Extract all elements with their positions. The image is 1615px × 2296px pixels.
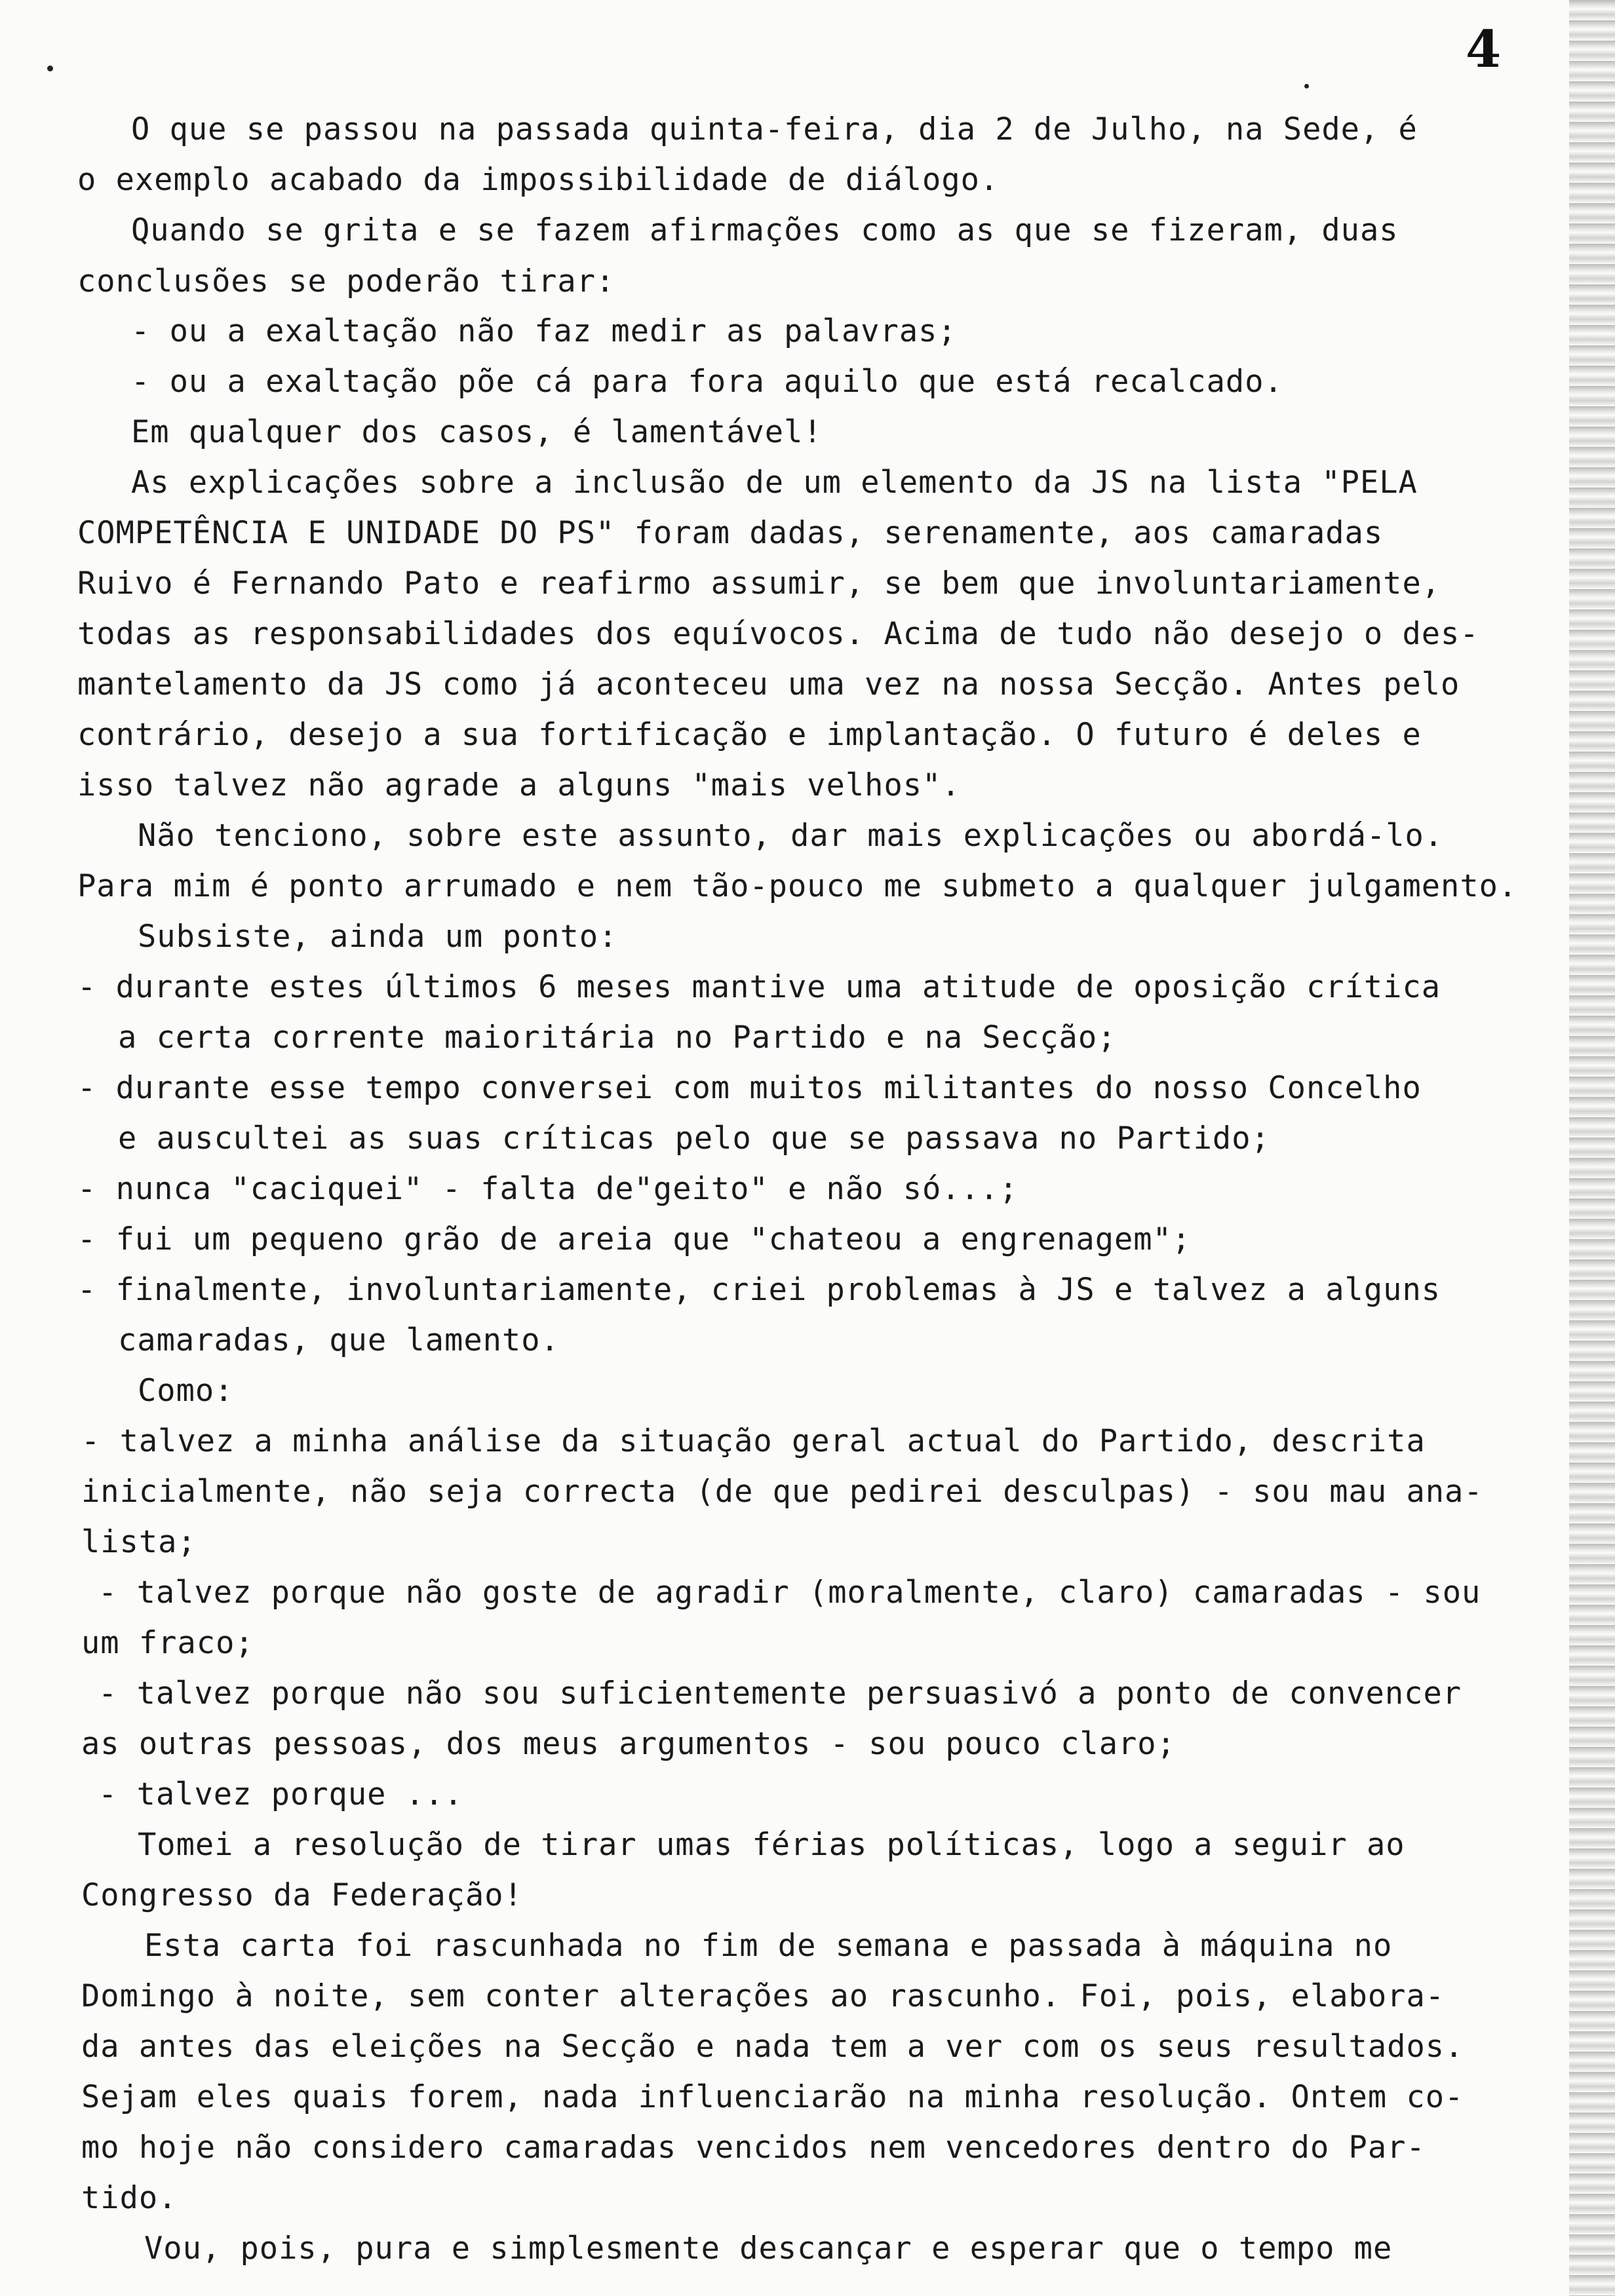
text-line: Domingo à noite, sem conter alterações ao rascunho. Foi, pois, elabora- [81, 1978, 1445, 2014]
text-line: inicialmente, não seja correcta (de que pedirei desculpas) - sou mau ana- [81, 1474, 1483, 1510]
text-line: - talvez porque não goste de agradir (moralmente, claro) camaradas - sou [98, 1575, 1481, 1611]
text-line: todas as responsabilidades dos equívocos. Acima de tudo não desejo o des- [77, 616, 1479, 652]
scan-speck [1304, 84, 1309, 88]
text-line: o exemplo acabado da impossibilidade de diálogo. [77, 162, 1000, 198]
text-line: Não tenciono, sobre este assunto, dar mais explicações ou abordá-lo. [138, 818, 1444, 854]
text-line: mantelamento da JS como já aconteceu uma vez na nossa Secção. Antes pelo [77, 666, 1460, 702]
text-line: - ou a exaltação põe cá para fora aquilo que está recalcado. [131, 364, 1283, 400]
text-line: - durante estes últimos 6 meses mantive uma atitude de oposição crítica [77, 969, 1441, 1005]
scan-speck [47, 66, 53, 71]
text-line: e auscultei as suas críticas pelo que se passava no Partido; [118, 1120, 1270, 1157]
text-line: - talvez a minha análise da situação geral actual do Partido, descrita [81, 1423, 1426, 1459]
text-line: Quando se grita e se fazem afirmações como as que se fizeram, duas [131, 212, 1399, 248]
text-line: - ou a exaltação não faz medir as palavras; [131, 313, 957, 349]
text-line: lista; [81, 1524, 197, 1560]
text-line: conclusões se poderão tirar: [77, 263, 615, 299]
text-line: mo hoje não considero camaradas vencidos nem vencedores dentro do Par- [81, 2130, 1426, 2166]
text-line: Vou, pois, pura e simplesmente descançar e esperar que o tempo me [144, 2230, 1393, 2267]
text-line: - fui um pequeno grão de areia que "chateou a engrenagem"; [77, 1221, 1192, 1257]
text-line: isso talvez não agrade a alguns "mais velhos". [77, 767, 961, 803]
text-line: a certa corrente maioritária no Partido e na Secção; [118, 1020, 1117, 1056]
text-line: Como: [138, 1373, 234, 1409]
text-line: Subsiste, ainda um ponto: [138, 919, 618, 955]
text-line: camaradas, que lamento. [118, 1322, 560, 1358]
text-line: - finalmente, involuntariamente, criei problemas à JS e talvez a alguns [77, 1272, 1441, 1308]
text-line: as outras pessoas, dos meus argumentos - sou pouco claro; [81, 1726, 1176, 1762]
text-line: Congresso da Federação! [81, 1877, 523, 1913]
text-line: um fraco; [81, 1625, 254, 1661]
text-line: - talvez porque não sou suficientemente persuasivó a ponto de convencer [98, 1675, 1462, 1712]
text-line: O que se passou na passada quinta-feira, dia 2 de Julho, na Sede, é [131, 111, 1418, 147]
scan-edge-noise [1569, 0, 1615, 2296]
text-line: contrário, desejo a sua fortificação e implantação. O futuro é deles e [77, 717, 1422, 753]
text-line: - durante esse tempo conversei com muitos militantes do nosso Concelho [77, 1070, 1422, 1106]
text-line: COMPETÊNCIA E UNIDADE DO PS" foram dadas, serenamente, aos camaradas [77, 515, 1384, 551]
text-line: - nunca "caciquei" - falta de"geito" e não só...; [77, 1171, 1019, 1207]
text-line: da antes das eleições na Secção e nada tem a ver com os seus resultados. [81, 2029, 1464, 2065]
text-line: - talvez porque ... [98, 1776, 463, 1812]
text-line: Para mim é ponto arrumado e nem tão-pouco me submeto a qualquer julgamento. [77, 868, 1518, 904]
page-number: 4 [1466, 20, 1502, 79]
text-line: Tomei a resolução de tirar umas férias políticas, logo a seguir ao [138, 1827, 1405, 1863]
text-line: Ruivo é Fernando Pato e reafirmo assumir, se bem que involuntariamente, [77, 565, 1441, 602]
text-line: tido. [81, 2180, 178, 2216]
text-line: As explicações sobre a inclusão de um elemento da JS na lista "PELA [131, 465, 1418, 501]
text-line: Em qualquer dos casos, é lamentável! [131, 414, 823, 450]
text-line: Esta carta foi rascunhada no fim de semana e passada à máquina no [144, 1928, 1393, 1964]
text-line: Sejam eles quais forem, nada influenciarão na minha resolução. Ontem co- [81, 2079, 1464, 2115]
